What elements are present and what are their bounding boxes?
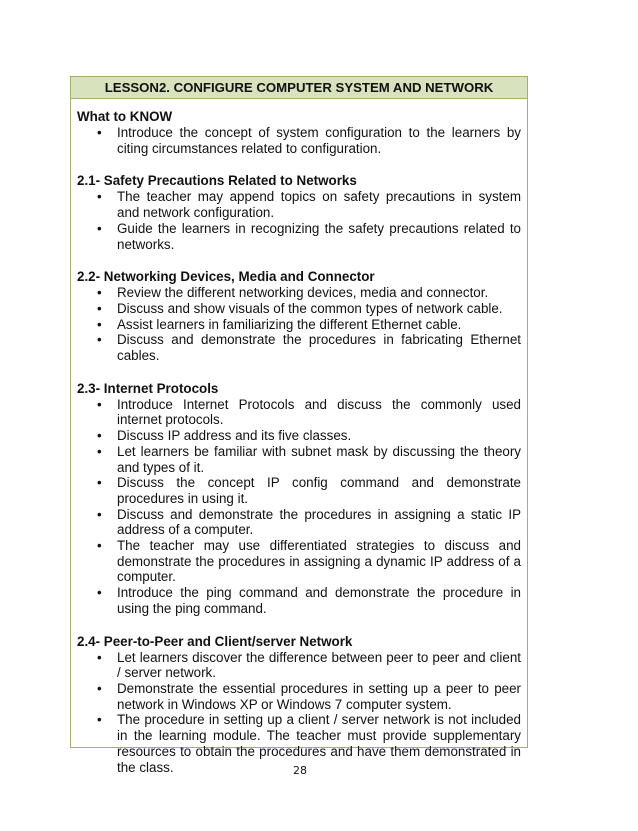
- page-number: 28: [293, 764, 307, 777]
- bullet-icon: •: [97, 443, 102, 459]
- list-item: • Demonstrate the essential procedures in setting up a peer to peer network in Windows XP or Windows 7 computer system.: [97, 680, 521, 712]
- bullet-icon: •: [97, 125, 102, 140]
- list-item: • Discuss and demonstrate the procedures in fabricating Ethernet cables.: [97, 332, 521, 364]
- bullet-icon: •: [97, 189, 102, 205]
- bullet-icon: •: [97, 506, 102, 522]
- bullet-icon: •: [97, 220, 102, 236]
- bullet-icon: •: [97, 585, 102, 601]
- bullet-icon: •: [97, 316, 102, 332]
- list-item: • Assist learners in familiarizing the different Ethernet cable.: [97, 316, 462, 332]
- section-networking-devices: [77, 269, 521, 364]
- bullet-icon: •: [97, 680, 102, 696]
- list-item: • Let learners discover the difference between peer to peer and client / server network.: [97, 649, 521, 681]
- list-item: • The teacher may use differentiated strategies to discuss and demonstrate the procedures in assigning a dynamic IP address of a computer.: [97, 538, 521, 585]
- bullet-list: [77, 650, 521, 776]
- bullet-icon: •: [97, 285, 102, 301]
- list-item: • Discuss and show visuals of the common types of network cable.: [97, 300, 503, 316]
- list-item: • Let learners be familiar with subnet mask by discussing the theory and types of it.: [97, 443, 521, 475]
- section-peer-to-peer: [77, 634, 521, 776]
- bullet-icon: •: [97, 712, 102, 728]
- list-item: • The procedure in setting up a client / server network is not included in the learning module. The teacher must provide supplementary resources to obtain the procedures and have them demonstrated in the class.: [97, 712, 521, 775]
- bullet-icon: •: [97, 396, 102, 412]
- list-item: • Introduce the concept of system configuration to the learners by citing circumstances related to configuration.: [97, 125, 521, 156]
- list-item: • Guide the learners in recognizing the safety precautions related to networks.: [97, 220, 521, 252]
- bullet-icon: •: [97, 538, 102, 554]
- bullet-icon: •: [97, 428, 102, 444]
- list-item: • Discuss IP address and its five classes.: [97, 428, 352, 444]
- bullet-icon: •: [97, 475, 102, 491]
- bullet-list: [77, 125, 521, 156]
- list-item: • Discuss the concept IP config command and demonstrate procedures in using it.: [97, 475, 521, 506]
- bullet-list: [77, 397, 521, 617]
- list-item: • The teacher may append topics on safety precautions in system and network configuration.: [97, 189, 521, 221]
- section-heading: 2.4- Peer-to-Peer and Client/server Network: [77, 633, 353, 649]
- section-heading: What to KNOW: [77, 109, 173, 124]
- lesson-title: LESSON2. CONFIGURE COMPUTER SYSTEM AND NETWORK: [71, 77, 527, 99]
- section-heading: 2.2- Networking Devices, Media and Connector: [77, 269, 375, 285]
- list-item: • Discuss and demonstrate the procedures in assigning a static IP address of a computer.: [97, 506, 521, 538]
- section-what-to-know: [77, 109, 521, 156]
- list-item: • Introduce the ping command and demonstrate the procedure in using the ping command.: [97, 585, 521, 616]
- bullet-icon: •: [97, 649, 102, 665]
- list-item: • Review the different networking devices, media and connector.: [97, 285, 489, 301]
- bullet-icon: •: [97, 332, 102, 348]
- bullet-icon: •: [97, 300, 102, 316]
- lesson-content: [71, 99, 527, 775]
- section-safety-precautions: [77, 173, 521, 252]
- section-heading: 2.3- Internet Protocols: [77, 380, 219, 396]
- section-heading: 2.1- Safety Precautions Related to Networks: [77, 173, 357, 189]
- list-item: • Introduce Internet Protocols and discuss the commonly used internet protocols.: [97, 396, 521, 428]
- bullet-list: [77, 285, 521, 364]
- bullet-list: [77, 189, 521, 252]
- section-internet-protocols: [77, 381, 521, 617]
